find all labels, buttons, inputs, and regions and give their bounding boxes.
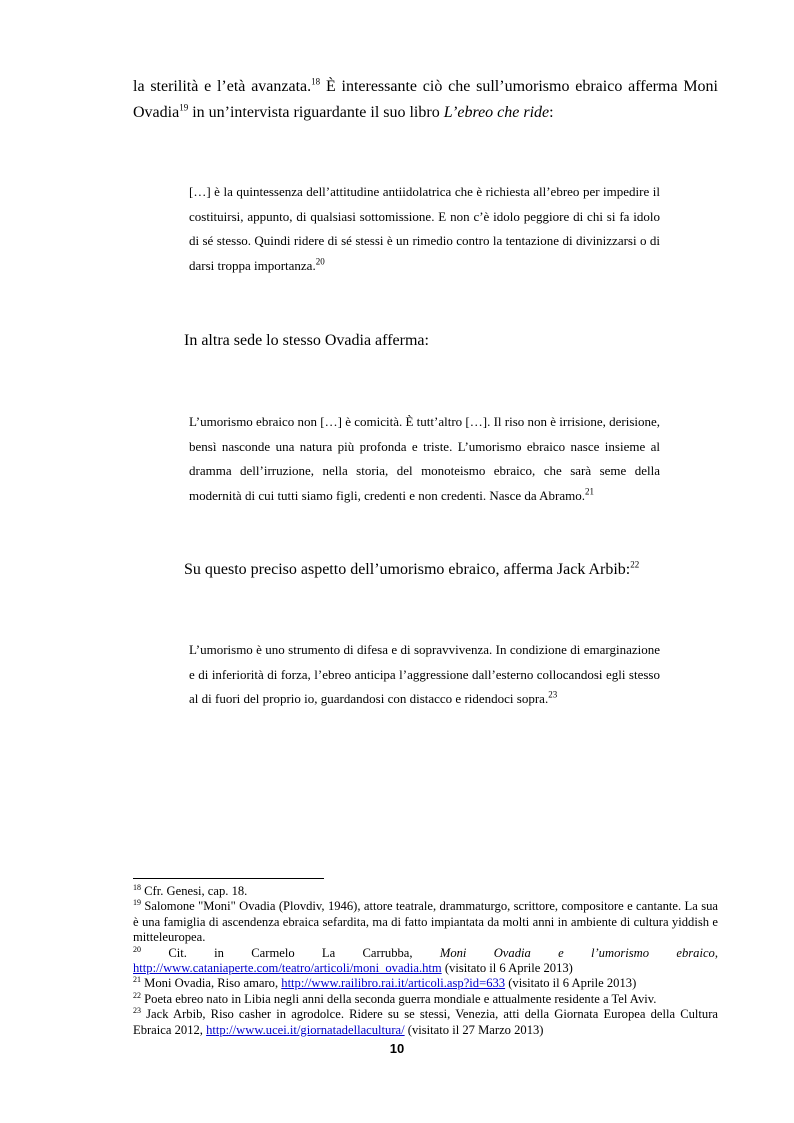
footnote-22 (133, 992, 718, 1007)
footnote-ref-22[interactable]: 22 (630, 559, 640, 570)
footnote-number: 21 (133, 975, 141, 985)
footnote-text: (visitato il 6 Aprile 2013) (505, 976, 637, 991)
block-quote-3 (189, 638, 660, 712)
footnotes (133, 884, 718, 1038)
footnote-text: Poeta ebreo nato in Libia negli anni della seconda guerra mondiale e attualmente residente a Tel Aviv. (141, 991, 657, 1006)
footnote-19 (133, 899, 718, 945)
footnote-link[interactable]: http://www.railibro.rai.it/articoli.asp?id=633 (281, 976, 506, 991)
intro-line-2 (184, 559, 639, 581)
footnote-text: (visitato il 6 Aprile 2013) (441, 961, 573, 976)
intro-text: Su questo preciso aspetto dell’umorismo ebraico, afferma Jack Arbib: (184, 561, 631, 578)
footnote-text: Jack Arbib, Riso casher in agrodolce. Ridere su se stessi, Venezia, atti della Giornata Europea della Cultura Ebraica 2012, (133, 1007, 718, 1037)
block-quote-2 (189, 410, 660, 508)
footnote-21 (133, 976, 718, 991)
footnote-text: Cfr. Genesi, cap. 18. (141, 884, 248, 898)
footnote-number: 19 (133, 898, 141, 908)
footnote-link[interactable]: http://www.ucei.it/giornatadellacultura/ (206, 1022, 405, 1037)
intro-line-1: In altra sede lo stesso Ovadia afferma: (184, 332, 429, 349)
footnote-number: 23 (133, 1006, 141, 1016)
block-quote-1 (189, 180, 660, 278)
footnote-text: , (714, 945, 718, 960)
footnote-text: Moni Ovadia, Riso amaro, (141, 976, 282, 991)
body-text: in un’intervista riguardante il suo libro (188, 104, 444, 121)
footnote-text: Salomone "Moni" Ovadia (Plovdiv, 1946), attore teatrale, drammaturgo, scrittore, compositore e cantante. La sua è una famiglia di ascendenza ebraica sefardita, ma di fatto impiantata da molti anni in ambiente di cultura yiddish e mitteleuropea. (133, 899, 718, 945)
footnote-ref-19[interactable]: 19 (179, 102, 189, 113)
footnote-text: (visitato il 27 Marzo 2013) (404, 1022, 544, 1037)
footnote-18 (133, 884, 718, 899)
footnote-ref-23[interactable]: 23 (548, 689, 558, 700)
body-text: È interessante ciò che sull’umorismo ebraico afferma Moni Ovadia (133, 78, 719, 121)
body-paragraph (133, 74, 718, 126)
footnote-23 (133, 1007, 718, 1038)
footnote-ref-18[interactable]: 18 (311, 76, 321, 87)
footnote-link[interactable]: http://www.cataniaperte.com/teatro/articoli/moni_ovadia.htm (133, 961, 442, 976)
article-title: Moni Ovadia e l’umorismo ebraico (439, 945, 715, 960)
book-title: L’ebreo che ride (443, 104, 550, 121)
footnote-20-continued (133, 961, 718, 976)
footnote-number: 18 (133, 882, 141, 892)
body-text: la sterilità e l’età avanzata. (133, 78, 312, 95)
quote-text: L’umorismo ebraico non […] è comicità. È tutt’altro […]. Il riso non è irrisione, derisione, bensì nasconde una natura più profonda e triste. L’umorismo ebraico nasce insieme al dramma dell’irruzione, nella storia, del monoteismo ebraico, che sarà seme della modernità di cui tutti siamo figli, credenti e non credenti. Nasce da Abramo. (189, 414, 661, 503)
footnote-ref-20[interactable]: 20 (315, 256, 325, 267)
footnote-number: 20 (133, 944, 141, 954)
footnote-ref-21[interactable]: 21 (585, 486, 595, 497)
footnote-separator (133, 878, 324, 879)
quote-text: […] è la quintessenza dell’attitudine antiidolatrica che è richiesta all’ebreo per impedire il costituirsi, appunto, di qualsiasi sottomissione. E non c’è idolo peggiore di chi si fa idolo di sé stesso. Quindi ridere di sé stessi è un rimedio contro la tentazione di divinizzarsi o di darsi troppa importanza. (189, 184, 660, 273)
footnote-number: 22 (133, 990, 141, 1000)
body-text: : (549, 104, 554, 121)
page-number: 10 (389, 1041, 405, 1056)
footnote-text: Cit. in Carmelo La Carrubba, (168, 945, 440, 960)
footnote-20 (133, 946, 718, 961)
quote-text: L’umorismo è uno strumento di difesa e di sopravvivenza. In condizione di emarginazione e di inferiorità di forza, l’ebreo anticipa l’aggressione dall’esterno collocandosi egli stesso al di fuori del proprio io, guardandosi con distacco e ridendoci sopra. (189, 642, 660, 706)
